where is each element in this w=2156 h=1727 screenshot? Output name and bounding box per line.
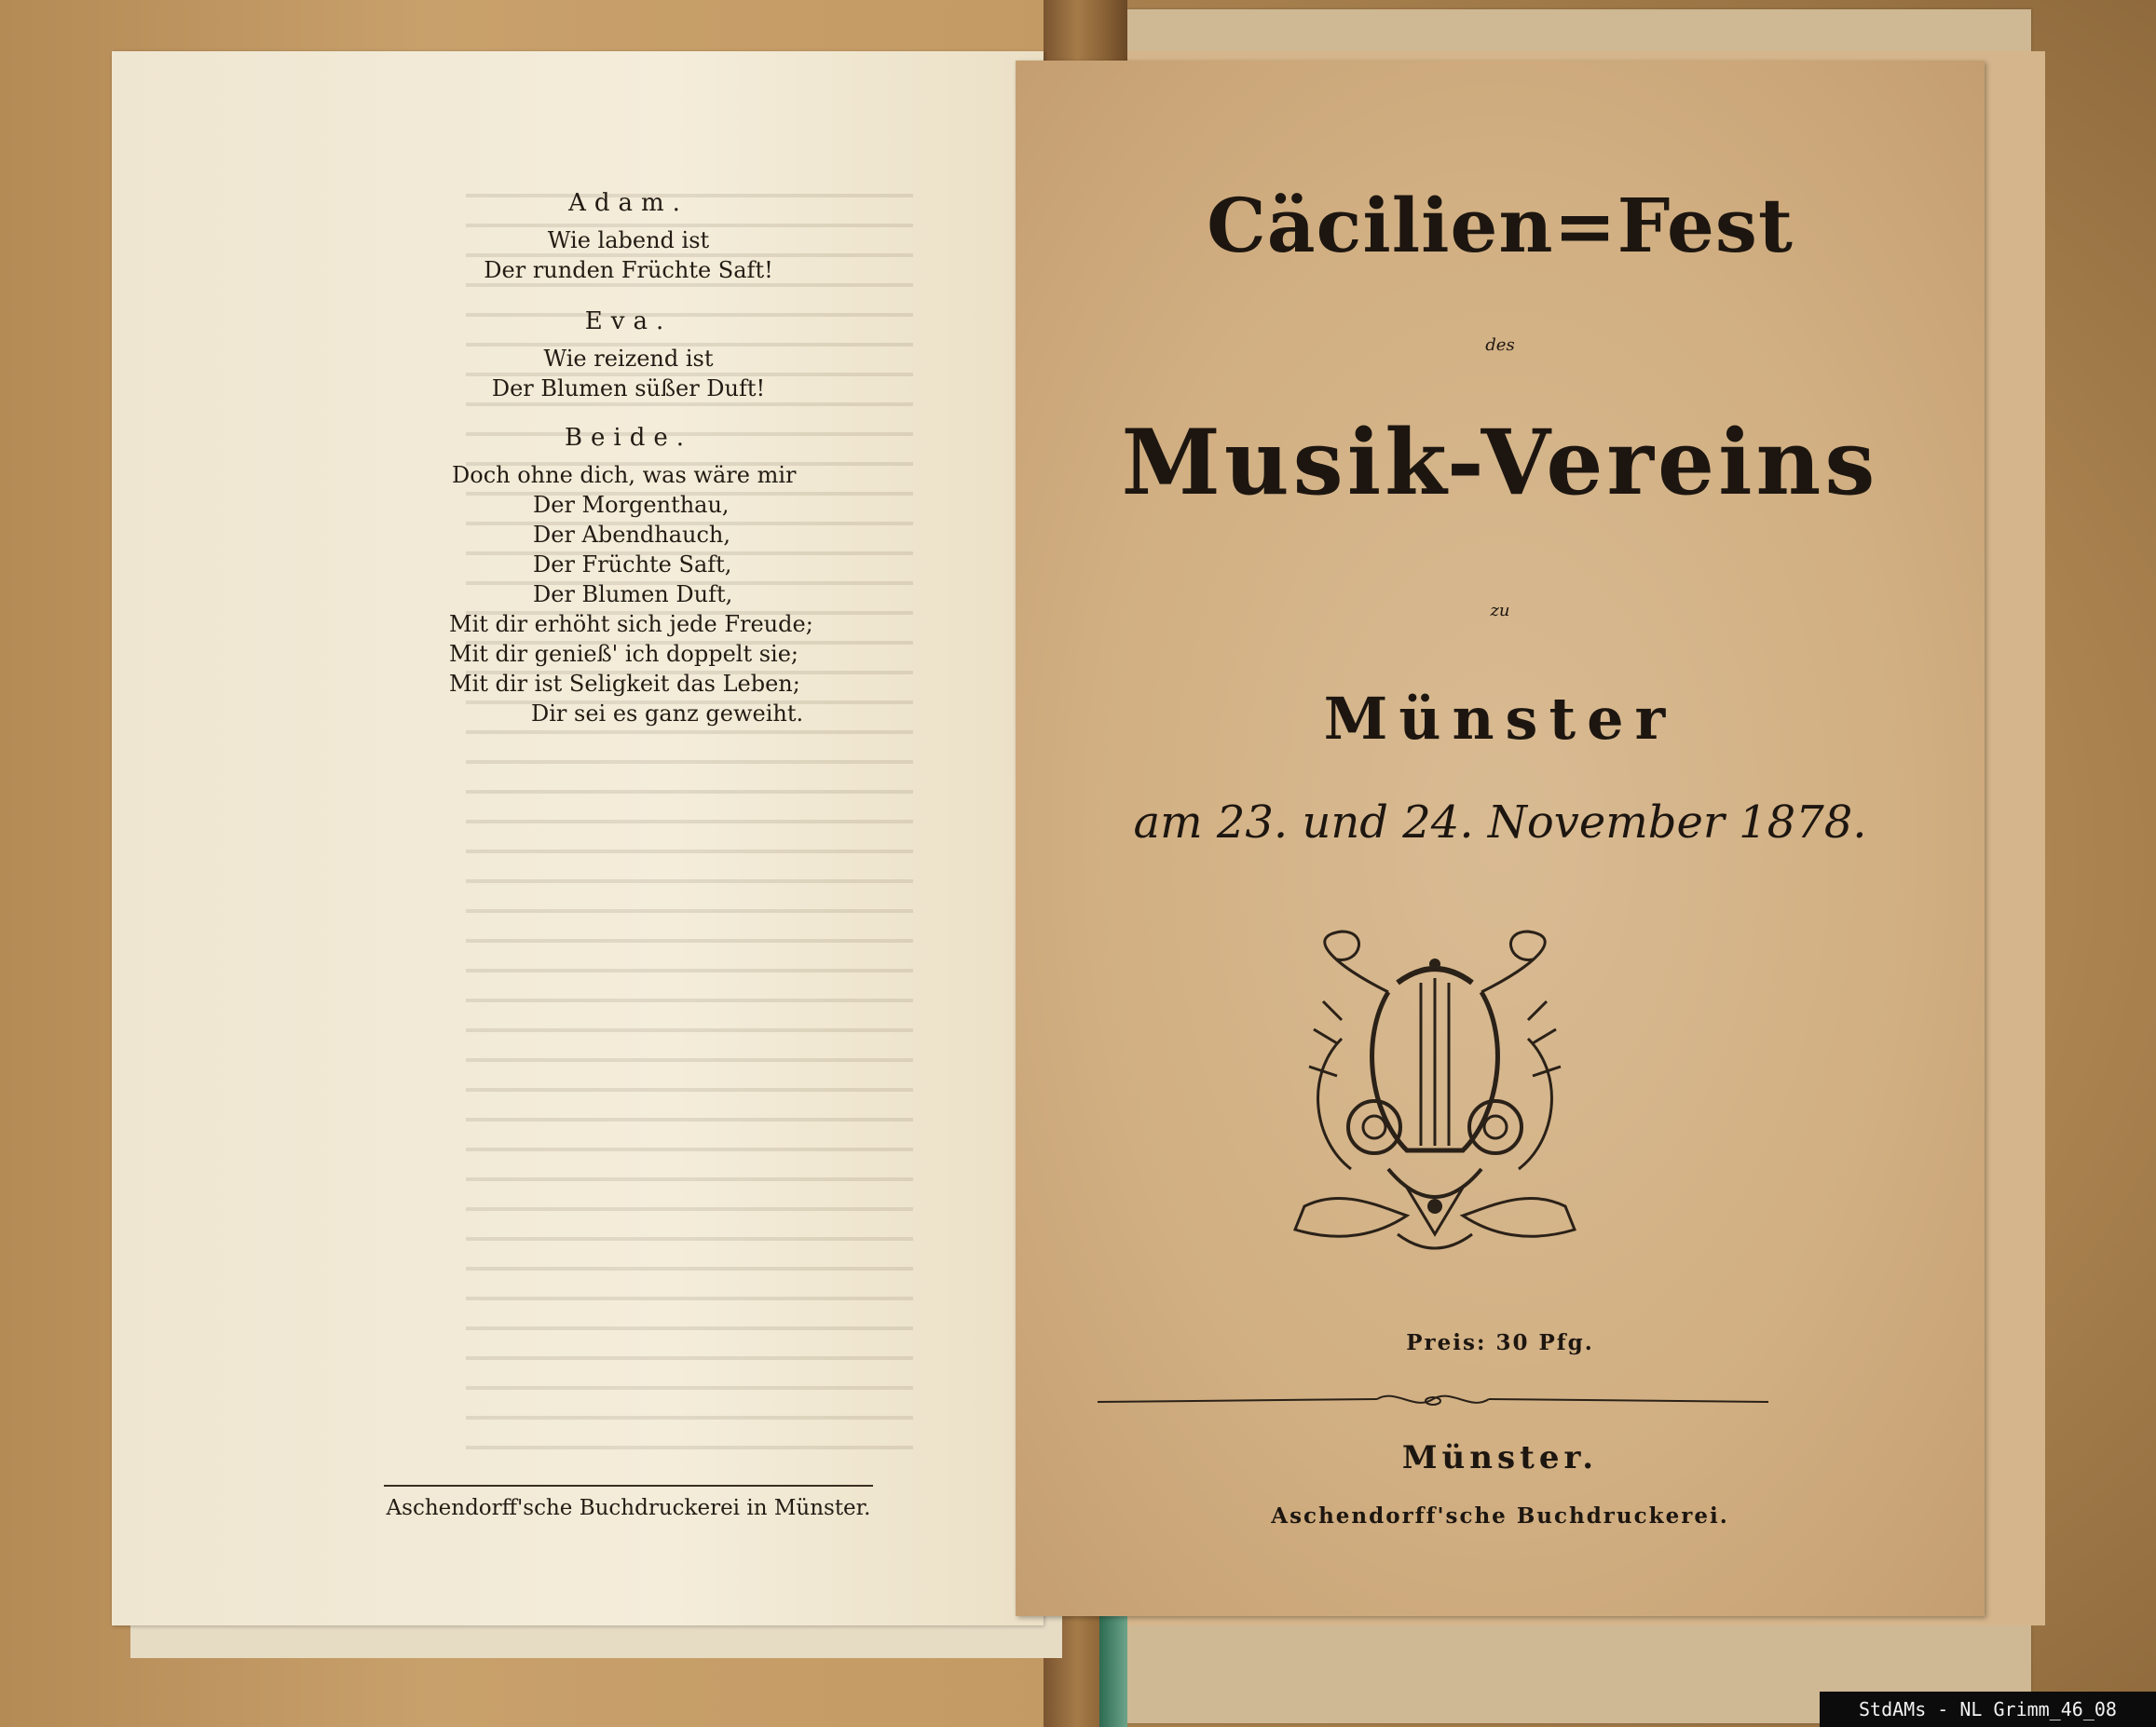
lyre-ornament-icon [1286,927,1584,1271]
poem-line: Der Blumen süßer Duft! [491,375,766,401]
poem-line: Mit dir erhöht sich jede Freude; [449,611,813,637]
title-date: am 23. und 24. November 1878. [1133,796,1867,849]
archive-reference-label: StdAMs - NL Grimm_46_08 [1820,1692,2156,1727]
publisher: Aschendorff'sche Buchdruckerei. [1271,1503,1729,1529]
poem-line: Der runden Früchte Saft! [484,257,773,283]
title-zu: zu [1490,601,1510,620]
poem-line: Der Abendhauch, [533,522,731,548]
poem-line: Der Morgenthau, [533,492,730,518]
speaker-beide: Beide. [564,424,693,452]
printer-imprint: Aschendorff'sche Buchdruckerei in Münster. [386,1496,871,1520]
imprint-rule [384,1485,873,1487]
poem-line: Wie labend ist [547,227,710,253]
speaker-adam: Adam. [568,189,689,217]
title-main: Cäcilien=Fest [1207,182,1794,269]
price: Preis: 30 Pfg. [1406,1330,1594,1355]
poem-line: Mit dir ist Seligkeit das Leben; [449,671,800,697]
poem-line: Wie reizend ist [543,346,714,372]
title-des: des [1485,335,1515,355]
speaker-eva: Eva. [584,307,673,335]
poem-line: Doch ohne dich, was wäre mir [452,462,797,488]
title-city: Münster [1323,685,1677,753]
poem-line: Mit dir genieß' ich doppelt sie; [449,641,798,667]
imprint-city: Münster. [1401,1439,1599,1476]
poem-line: Der Früchte Saft, [533,551,732,578]
poem-line: Dir sei es ganz geweiht. [531,700,804,727]
ornamental-rule-icon [1098,1388,1768,1416]
poem-line: Der Blumen Duft, [533,581,733,607]
title-subtitle: Musik-Vereins [1121,410,1879,515]
